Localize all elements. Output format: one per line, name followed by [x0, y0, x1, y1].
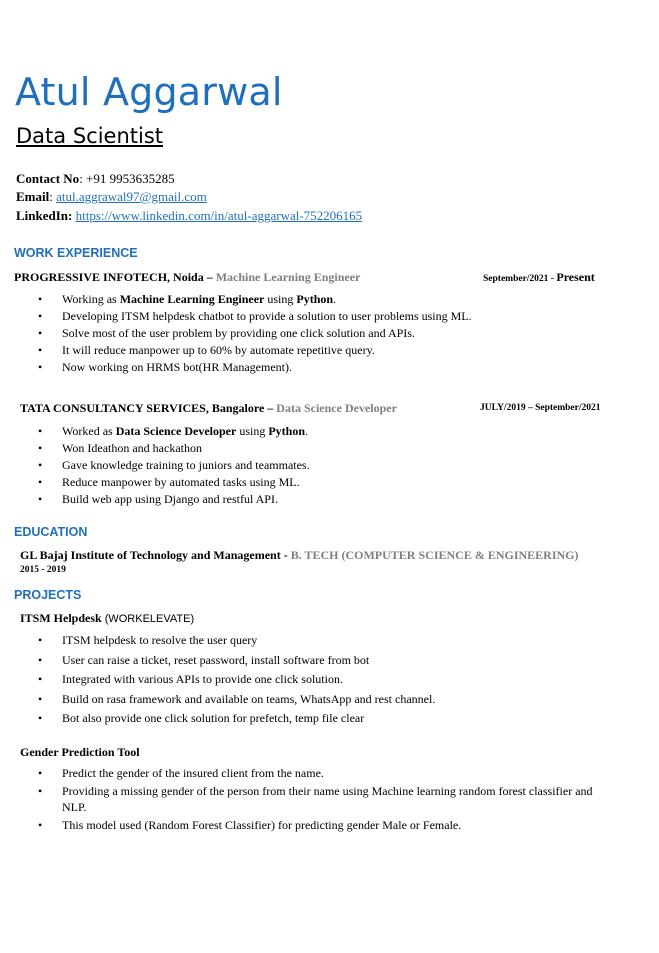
list-item: • Now working on HRMS bot(HR Management). [38, 359, 472, 376]
job-1-header [14, 270, 360, 285]
list-item: • Build on rasa framework and available on teams, WhatsApp and rest channel. [38, 690, 435, 710]
section-projects: PROJECTS [14, 588, 82, 602]
list-item: • Predict the gender of the insured client from the name. [38, 765, 598, 781]
project-2-title: Gender Prediction Tool [20, 745, 140, 759]
project-1-subtitle: (WORKELEVATE) [104, 613, 195, 625]
list-item: • Integrated with various APIs to provide one click solution. [38, 670, 435, 690]
job-2-bullets [38, 423, 310, 508]
list-item: • ITSM helpdesk to resolve the user query [38, 631, 435, 651]
list-item: • Won Ideathon and hackathon [38, 440, 310, 457]
project-1-header [20, 611, 194, 626]
project-2-bullets [38, 765, 598, 833]
phone-label: Contact No [16, 171, 80, 186]
list-item: • Gave knowledge training to juniors and teammates. [38, 457, 310, 474]
education-years: 2015 - 2019 [20, 565, 66, 575]
job-1-dates: September/2021 - Present [483, 270, 595, 284]
contact-email: Email: atul.aggrawal97@gmail.com [16, 189, 207, 204]
section-work-experience: WORK EXPERIENCE [14, 246, 138, 260]
list-item: • Bot also provide one click solution for prefetch, temp file clear [38, 709, 435, 729]
list-item: • Providing a missing gender of the person from their name using Machine learning random forest classifier and NLP. [38, 783, 598, 815]
section-education: EDUCATION [14, 525, 88, 539]
list-item: • Working as Machine Learning Engineer using Python. [38, 291, 472, 308]
candidate-name: Atul Aggarwal [15, 70, 283, 114]
project-1-bullets [38, 631, 435, 729]
list-item: • Build web app using Django and restful API. [38, 491, 310, 508]
email-label: Email [16, 189, 50, 204]
job-2-dates: JULY/2019 – September/2021 [480, 403, 601, 413]
list-item: • Developing ITSM helpdesk chatbot to provide a solution to user problems using ML. [38, 308, 472, 325]
list-item: • Worked as Data Science Developer using Python. [38, 423, 310, 440]
email-link[interactable]: atul.aggrawal97@gmail.com [56, 189, 207, 204]
job-1-bullets [38, 291, 472, 376]
list-item: • Solve most of the user problem by providing one click solution and APIs. [38, 325, 472, 342]
contact-linkedin [16, 207, 362, 225]
list-item: • User can raise a ticket, reset password, install software from bot [38, 651, 435, 671]
candidate-title: Data Scientist [16, 124, 163, 148]
list-item: • This model used (Random Forest Classifier) for predicting gender Male or Female. [38, 817, 598, 833]
education-institute: GL Bajaj Institute of Technology and Management - [20, 548, 288, 562]
list-item: • It will reduce manpower up to 60% by automate repetitive query. [38, 342, 472, 359]
list-item: • Reduce manpower by automated tasks using ML. [38, 474, 310, 491]
project-2-header [20, 745, 140, 760]
job-1-company: PROGRESSIVE INFOTECH, Noida – [14, 270, 213, 284]
contact-phone: Contact No: +91 9953635285 [16, 171, 175, 186]
linkedin-link[interactable]: https://www.linkedin.com/in/atul-aggarwal-752206165 [75, 208, 363, 223]
project-1-title: ITSM Helpdesk [20, 611, 102, 625]
job-2-header [20, 401, 397, 416]
job-2-company: TATA CONSULTANCY SERVICES, Bangalore – [20, 401, 274, 415]
education-entry [20, 548, 579, 563]
job-2-role: Data Science Developer [276, 401, 397, 415]
linkedin-label: LinkedIn: [16, 208, 73, 223]
job-1-role: Machine Learning Engineer [215, 270, 361, 284]
phone-value: +91 9953635285 [86, 171, 175, 186]
education-degree: B. TECH (COMPUTER SCIENCE & ENGINEERING) [290, 548, 579, 562]
